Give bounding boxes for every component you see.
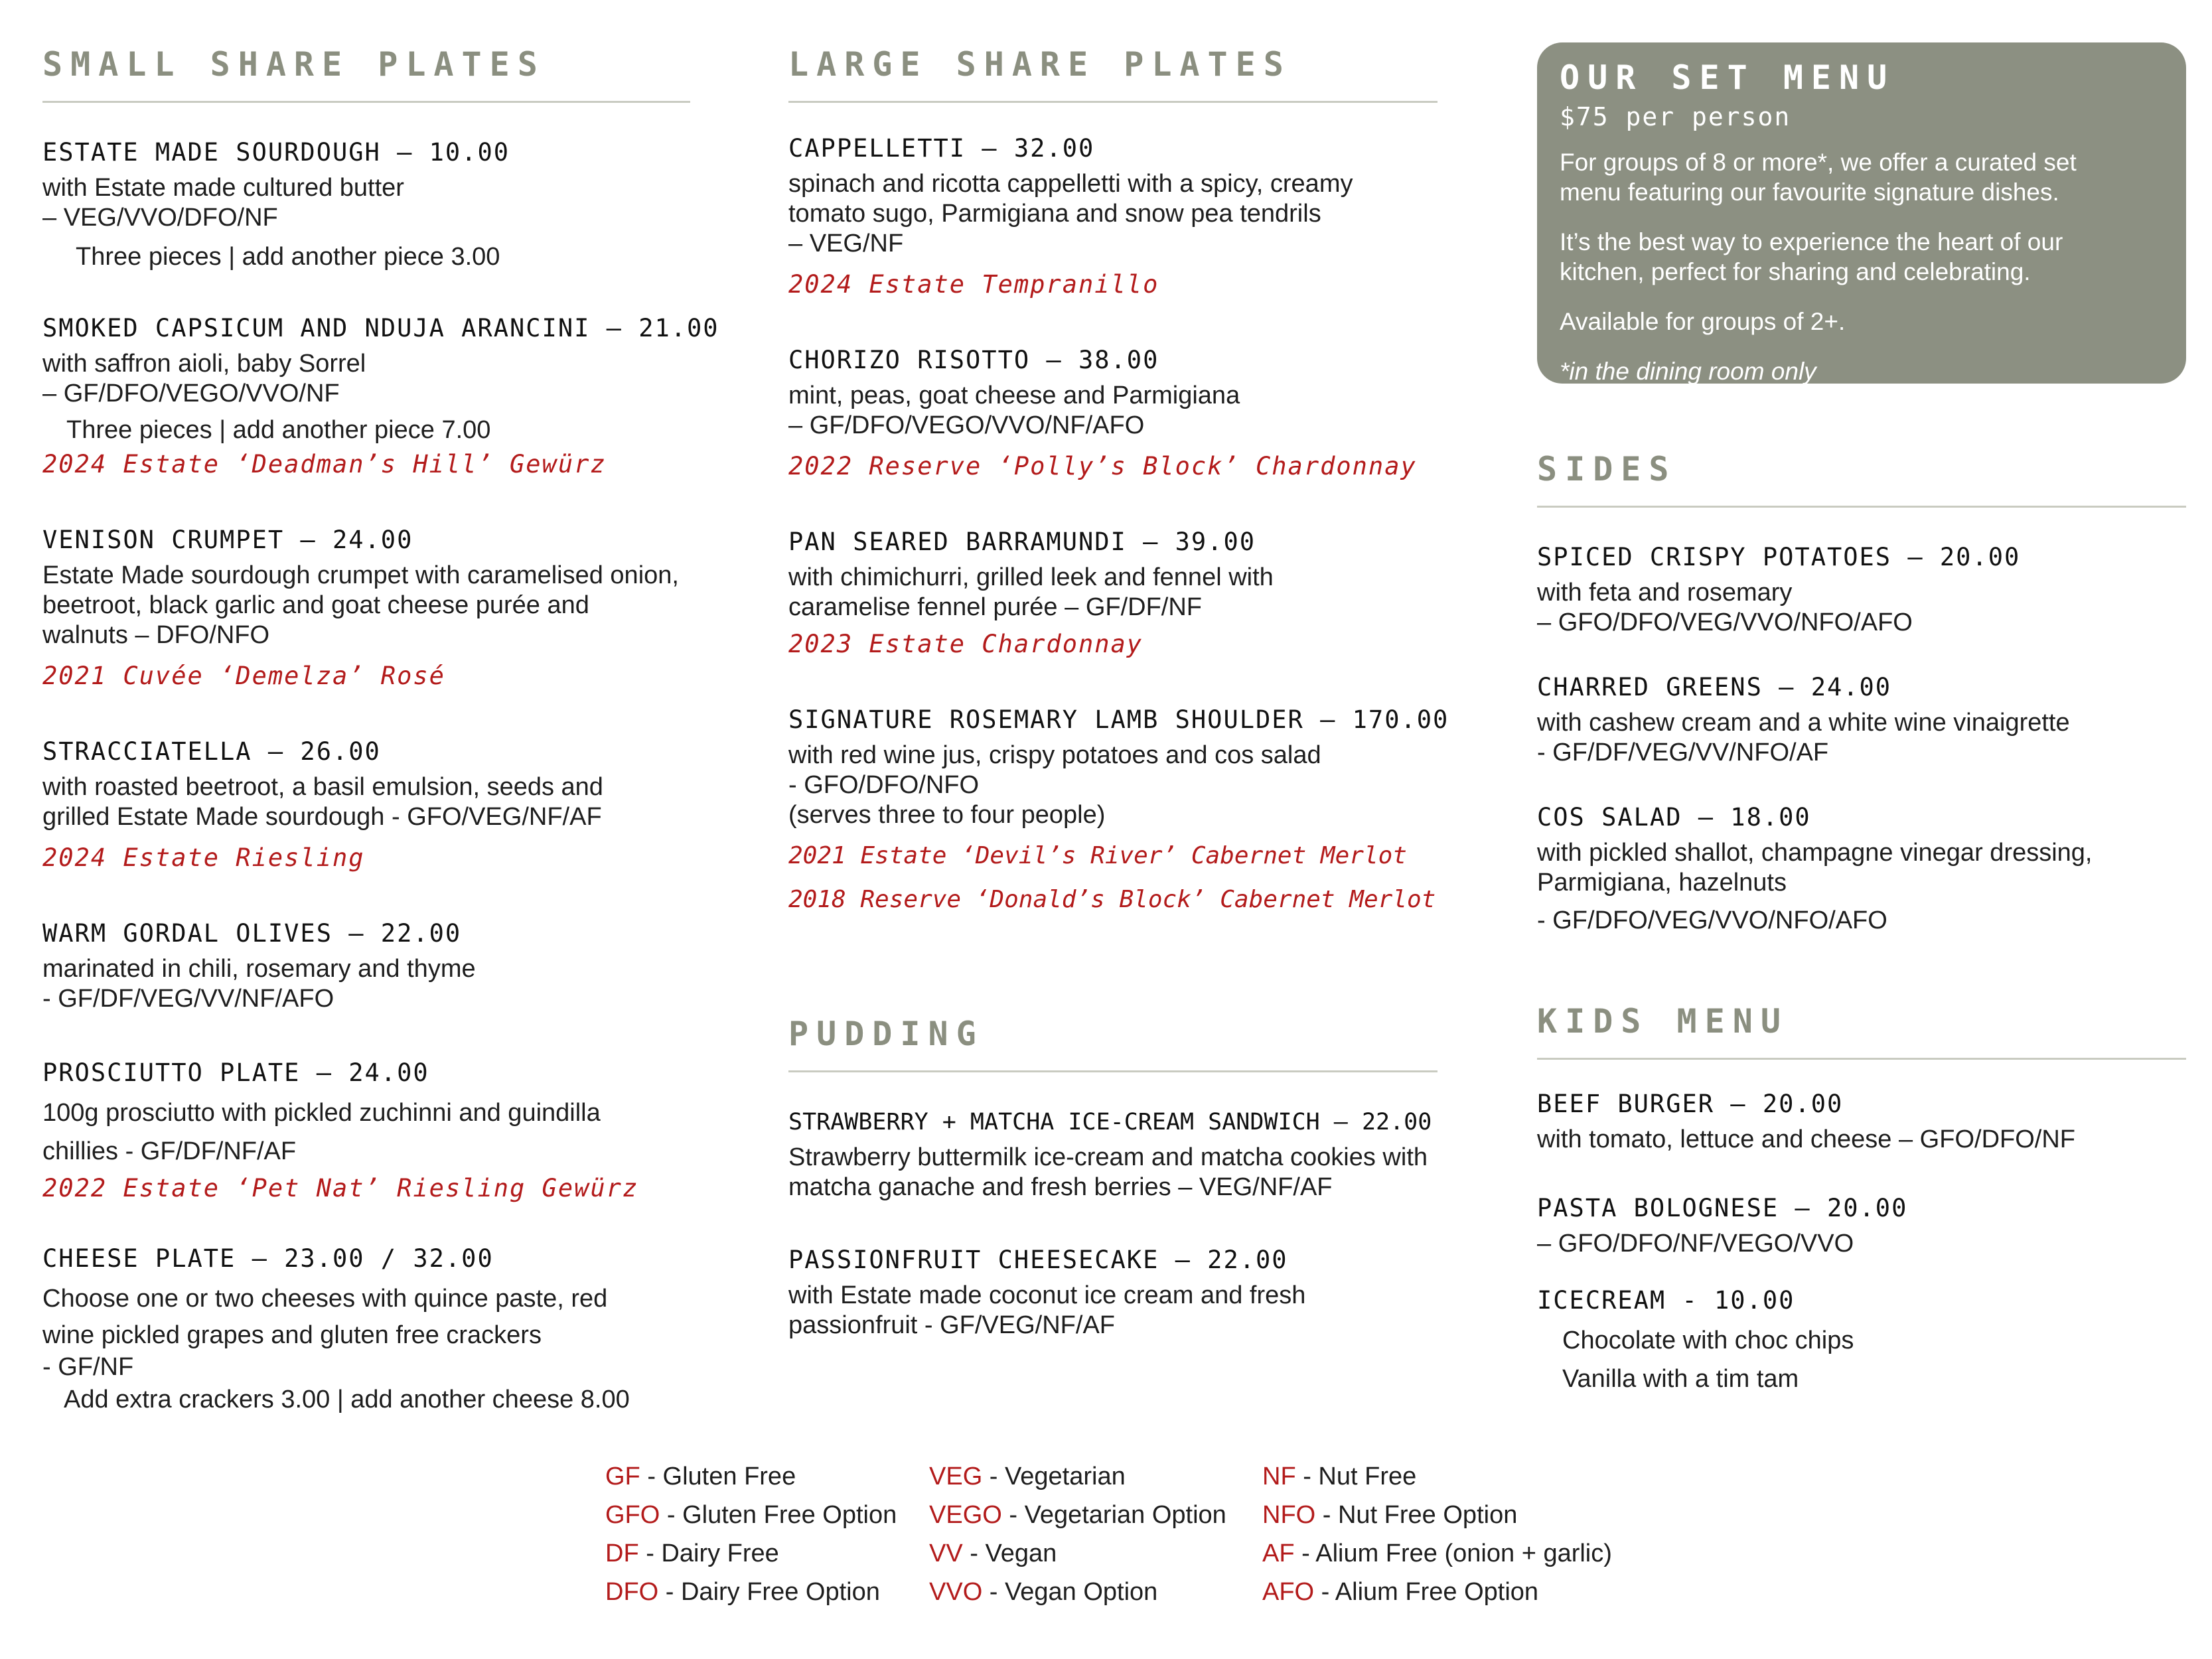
legend-entry: AFO - Alium Free Option <box>1262 1578 1539 1606</box>
set-menu-paragraph: For groups of 8 or more*, we offer a curated set menu featuring our favourite signature dishes. <box>1560 149 2077 206</box>
set-menu-box <box>1537 42 2186 384</box>
section-divider <box>1537 1058 2186 1060</box>
menu-item <box>1537 1086 2186 1155</box>
item-description: Estate Made sourdough crumpet with caramelised onion, beetroot, black garlic and goat cheese purée and walnuts – DFO/NFO <box>42 561 679 649</box>
sides-section <box>1537 447 2186 936</box>
wine-pairing: 2021 Cuvée ‘Demelza’ Rosé <box>42 662 445 690</box>
item-description: spinach and ricotta cappelletti with a spicy, creamy tomato sugo, Parmigiana and snow pea tendrils – VEG/NF <box>788 170 1353 257</box>
section-divider <box>788 101 1438 103</box>
menu-item <box>42 1241 690 1415</box>
menu-item <box>42 916 690 1014</box>
section-divider <box>1537 506 2186 508</box>
item-description: Chocolate with choc chips Vanilla with a tim tam <box>1562 1327 1854 1393</box>
item-name: SMOKED CAPSICUM AND NDUJA ARANCINI — 21.00 <box>42 314 719 342</box>
item-note: Three pieces | add another piece 3.00 <box>76 243 500 271</box>
item-description: marinated in chili, rosemary and thyme - GF/DF/VEG/VV/NF/AFO <box>42 955 476 1013</box>
dietary-legend-col-2 <box>929 1457 1226 1611</box>
set-menu-title: OUR SET MENU <box>1560 58 1895 97</box>
item-name: PAN SEARED BARRAMUNDI — 39.00 <box>788 528 1256 556</box>
dietary-legend-col-3 <box>1262 1457 1612 1611</box>
item-description: with chimichurri, grilled leek and fennel with caramelise fennel purée – GF/DF/NF <box>788 563 1274 621</box>
small-share-plates-section <box>42 42 719 1456</box>
wine-pairing: 2018 Reserve ‘Donald’s Block’ Cabernet Merlot <box>788 886 1436 913</box>
item-description: with red wine jus, crispy potatoes and cos salad - GFO/DFO/NFO (serves three to four people) <box>788 741 1321 829</box>
item-description: Choose one or two cheeses with quince paste, red wine pickled grapes and gluten free crackers - GF/NF <box>42 1285 608 1381</box>
item-description: – GFO/DFO/NF/VEGO/VVO <box>1537 1230 1854 1258</box>
item-description: with tomato, lettuce and cheese – GFO/DFO/NF <box>1537 1125 2075 1153</box>
menu-item <box>788 342 1438 483</box>
menu-item <box>1537 1283 2186 1398</box>
item-name: STRAWBERRY + MATCHA ICE-CREAM SANDWICH — 22.00 <box>788 1109 1432 1135</box>
legend-entry: DF - Dairy Free <box>605 1540 779 1567</box>
legend-entry: VVO - Vegan Option <box>929 1578 1158 1606</box>
menu-item <box>42 1055 690 1205</box>
section-title: KIDS MENU <box>1537 1002 1789 1041</box>
dietary-legend-col-1 <box>605 1457 897 1611</box>
legend-entry: NFO - Nut Free Option <box>1262 1501 1518 1529</box>
menu-item <box>42 734 690 875</box>
set-menu-paragraph: Available for groups of 2+. <box>1560 308 1846 335</box>
set-menu-paragraph: It’s the best way to experience the heart of our kitchen, perfect for sharing and celebrating. <box>1560 228 2063 285</box>
item-name: CHORIZO RISOTTO — 38.00 <box>788 346 1159 374</box>
wine-pairing: 2022 Reserve ‘Polly’s Block’ Chardonnay <box>788 452 1417 480</box>
section-title: PUDDING <box>788 1015 984 1053</box>
legend-entry: VV - Vegan <box>929 1540 1057 1567</box>
item-description: with saffron aioli, baby Sorrel – GF/DFO/VEGO/VVO/NF <box>42 350 366 407</box>
item-name: PASSIONFRUIT CHEESECAKE — 22.00 <box>788 1246 1288 1274</box>
section-title: SMALL SHARE PLATES <box>42 45 546 84</box>
menu-item <box>1537 800 2186 936</box>
wine-pairing: 2022 Estate ‘Pet Nat’ Riesling Gewürz <box>42 1174 639 1202</box>
menu-item <box>788 1242 1438 1340</box>
item-name: CHEESE PLATE — 23.00 / 32.00 <box>42 1244 494 1273</box>
legend-entry: AF - Alium Free (onion + garlic) <box>1262 1540 1612 1567</box>
wine-pairing: 2024 Estate Riesling <box>42 843 365 872</box>
legend-entry: VEGO - Vegetarian Option <box>929 1501 1226 1529</box>
item-description: with pickled shallot, champagne vinegar dressing, Parmigiana, hazelnuts - GF/DFO/VEG/VVO/NFO/AFO <box>1537 839 2093 934</box>
menu-item <box>42 522 690 693</box>
legend-entry: VEG - Vegetarian <box>929 1463 1126 1490</box>
item-name: CAPPELLETTI — 32.00 <box>788 134 1095 163</box>
item-name: VENISON CRUMPET — 24.00 <box>42 526 413 554</box>
menu-item <box>788 131 1438 301</box>
kids-menu-section <box>1537 999 2186 1398</box>
wine-pairing: 2024 Estate ‘Deadman’s Hill’ Gewürz <box>42 450 607 478</box>
menu-item <box>1537 1190 2186 1259</box>
item-name: PASTA BOLOGNESE — 20.00 <box>1537 1194 1908 1222</box>
item-description: Strawberry buttermilk ice-cream and matcha cookies with matcha ganache and fresh berries – VEG/NF/AF <box>788 1143 1428 1201</box>
item-name: ESTATE MADE SOURDOUGH — 10.00 <box>42 138 510 167</box>
item-name: BEEF BURGER — 20.00 <box>1537 1090 1844 1118</box>
item-note: Three pieces | add another piece 7.00 <box>66 416 491 444</box>
item-name: STRACCIATELLA — 26.00 <box>42 737 381 766</box>
item-description: with feta and rosemary – GFO/DFO/VEG/VVO/NFO/AFO <box>1537 579 1913 636</box>
item-name: SPICED CRISPY POTATOES — 20.00 <box>1537 543 2021 571</box>
section-title: SIDES <box>1537 450 1677 488</box>
menu-item <box>1537 540 2186 638</box>
menu-item <box>42 135 690 272</box>
menu-item <box>1537 670 2186 768</box>
section-divider <box>788 1070 1438 1072</box>
legend-entry: GF - Gluten Free <box>605 1463 796 1490</box>
item-description: 100g prosciutto with pickled zuchinni and guindilla chillies - GF/DF/NF/AF <box>42 1099 601 1165</box>
large-share-plates-section <box>788 42 1449 1382</box>
item-name: CHARRED GREENS — 24.00 <box>1537 673 1892 701</box>
item-name: WARM GORDAL OLIVES — 22.00 <box>42 919 462 948</box>
menu-item <box>788 524 1438 661</box>
item-description: mint, peas, goat cheese and Parmigiana – GF/DFO/VEGO/VVO/NF/AFO <box>788 382 1240 439</box>
item-description: with Estate made cultured butter – VEG/VVO/DFO/NF <box>42 174 404 232</box>
item-description: with Estate made coconut ice cream and fresh passionfruit - GF/VEG/NF/AF <box>788 1281 1306 1339</box>
menu-item <box>788 1104 1438 1202</box>
legend-entry: DFO - Dairy Free Option <box>605 1578 880 1606</box>
wine-pairing: 2024 Estate Tempranillo <box>788 270 1159 299</box>
wine-pairing: 2021 Estate ‘Devil’s River’ Cabernet Merlot <box>788 842 1407 869</box>
item-name: SIGNATURE ROSEMARY LAMB SHOULDER — 170.00 <box>788 705 1449 734</box>
menu-item <box>788 702 1449 916</box>
wine-pairing: 2023 Estate Chardonnay <box>788 630 1143 658</box>
legend-entry: GFO - Gluten Free Option <box>605 1501 897 1529</box>
pudding-section <box>788 1012 1438 1340</box>
legend-entry: NF - Nut Free <box>1262 1463 1417 1490</box>
item-description: with roasted beetroot, a basil emulsion, seeds and grilled Estate Made sourdough - GFO/VEG/NF/AF <box>42 773 603 831</box>
section-divider <box>42 101 690 103</box>
item-name: ICECREAM - 10.00 <box>1537 1286 1795 1315</box>
item-name: COS SALAD — 18.00 <box>1537 803 1811 831</box>
item-description: with cashew cream and a white wine vinaigrette - GF/DF/VEG/VV/NFO/AF <box>1537 709 2070 766</box>
item-note: Add extra crackers 3.00 | add another cheese 8.00 <box>64 1386 630 1413</box>
item-name: PROSCIUTTO PLATE — 24.00 <box>42 1058 429 1087</box>
menu-item <box>42 311 719 481</box>
right-column <box>1537 42 2186 1439</box>
set-menu-price: $75 per person <box>1560 102 1791 131</box>
section-title: LARGE SHARE PLATES <box>788 45 1291 84</box>
set-menu-footnote: *in the dining room only <box>1560 358 1816 385</box>
